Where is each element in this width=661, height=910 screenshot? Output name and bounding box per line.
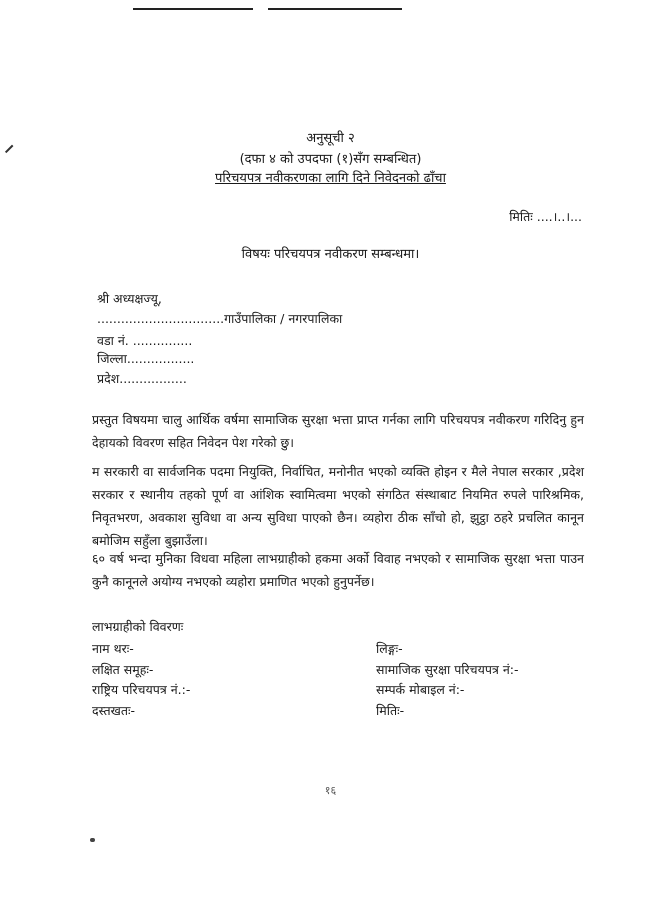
top-rule-2 — [268, 8, 402, 10]
salutation: श्री अध्यक्षज्यू, — [97, 291, 162, 306]
paragraph-3: ६० वर्ष भन्दा मुनिका विधवा महिला लाभग्राहीको हकमा अर्को विवाह नभएको र सामाजिक सुरक्षा भत्ता पाउन कुनै कानूनले अयोग्य नभएको व्यहोरा प्रमाणित भएको हुनुपर्नेछ। — [92, 551, 584, 589]
field-social-security-id: सामाजिक सुरक्षा परिचयपत्र नं:- — [376, 662, 519, 677]
field-signature: दस्तखतः- — [92, 703, 136, 718]
paragraph-1: प्रस्तुत विषयमा चालु आर्थिक वर्षमा सामाजिक सुरक्षा भत्ता प्राप्त गर्नका लागि परिचयपत्र नवीकरण गरिदिनु हुन देहायको विवरण सहित निवेदन पेश गरेको छु। — [92, 412, 584, 450]
province-line: प्रदेश................. — [97, 371, 187, 386]
municipality-line: ................................गाउँपालिका / नगरपालिका — [97, 311, 343, 326]
date-line: मितिः ....।..।... — [509, 209, 582, 224]
page-number: १६ — [324, 784, 337, 797]
beneficiary-heading: लाभग्राहीको विवरणः — [92, 619, 184, 634]
field-national-id: राष्ट्रिय परिचयपत्र नं.:- — [92, 682, 191, 697]
field-name: नाम थरः- — [92, 641, 134, 656]
reference-note: (दफा ४ को उपदफा (१)सँग सम्बन्धित) — [239, 152, 422, 167]
field-target-group: लक्षित समूहः- — [92, 662, 154, 677]
field-mobile: सम्पर्क मोबाइल नं:- — [376, 682, 465, 697]
top-rule-1 — [133, 8, 253, 10]
form-title: परिचयपत्र नवीकरणका लागि दिने निवेदनको ढाँचा — [215, 171, 446, 186]
scan-speck — [90, 838, 95, 842]
district-line: जिल्ला................. — [97, 351, 195, 366]
schedule-label: अनुसूची २ — [306, 131, 355, 146]
ward-line: वडा नं. ............... — [97, 333, 193, 348]
subject-line: विषयः परिचयपत्र नवीकरण सम्बन्धमा। — [241, 247, 420, 262]
field-date: मितिः- — [376, 703, 405, 718]
paragraph-2: म सरकारी वा सार्वजनिक पदमा नियुक्ति, निर्वाचित, मनोनीत भएको व्यक्ति होइन र मैले नेपाल सरकार ,प्रदेश सरकार र स्थानीय तहको पूर्ण वा आंशिक स्वामित्वमा भएको संगठित संस्थाबाट नियमित रुपले पारिश्रमिक, निवृतभरण, अवकाश सुविधा वा अन्य सुविधा पाएको छैन। व्यहोरा ठीक साँचो हो, झुट्ठा ठहरे प्रचलित कानून बमोजिम सहुँला बुझाउँला। — [92, 464, 584, 548]
field-gender: लिङ्गः- — [376, 641, 403, 656]
